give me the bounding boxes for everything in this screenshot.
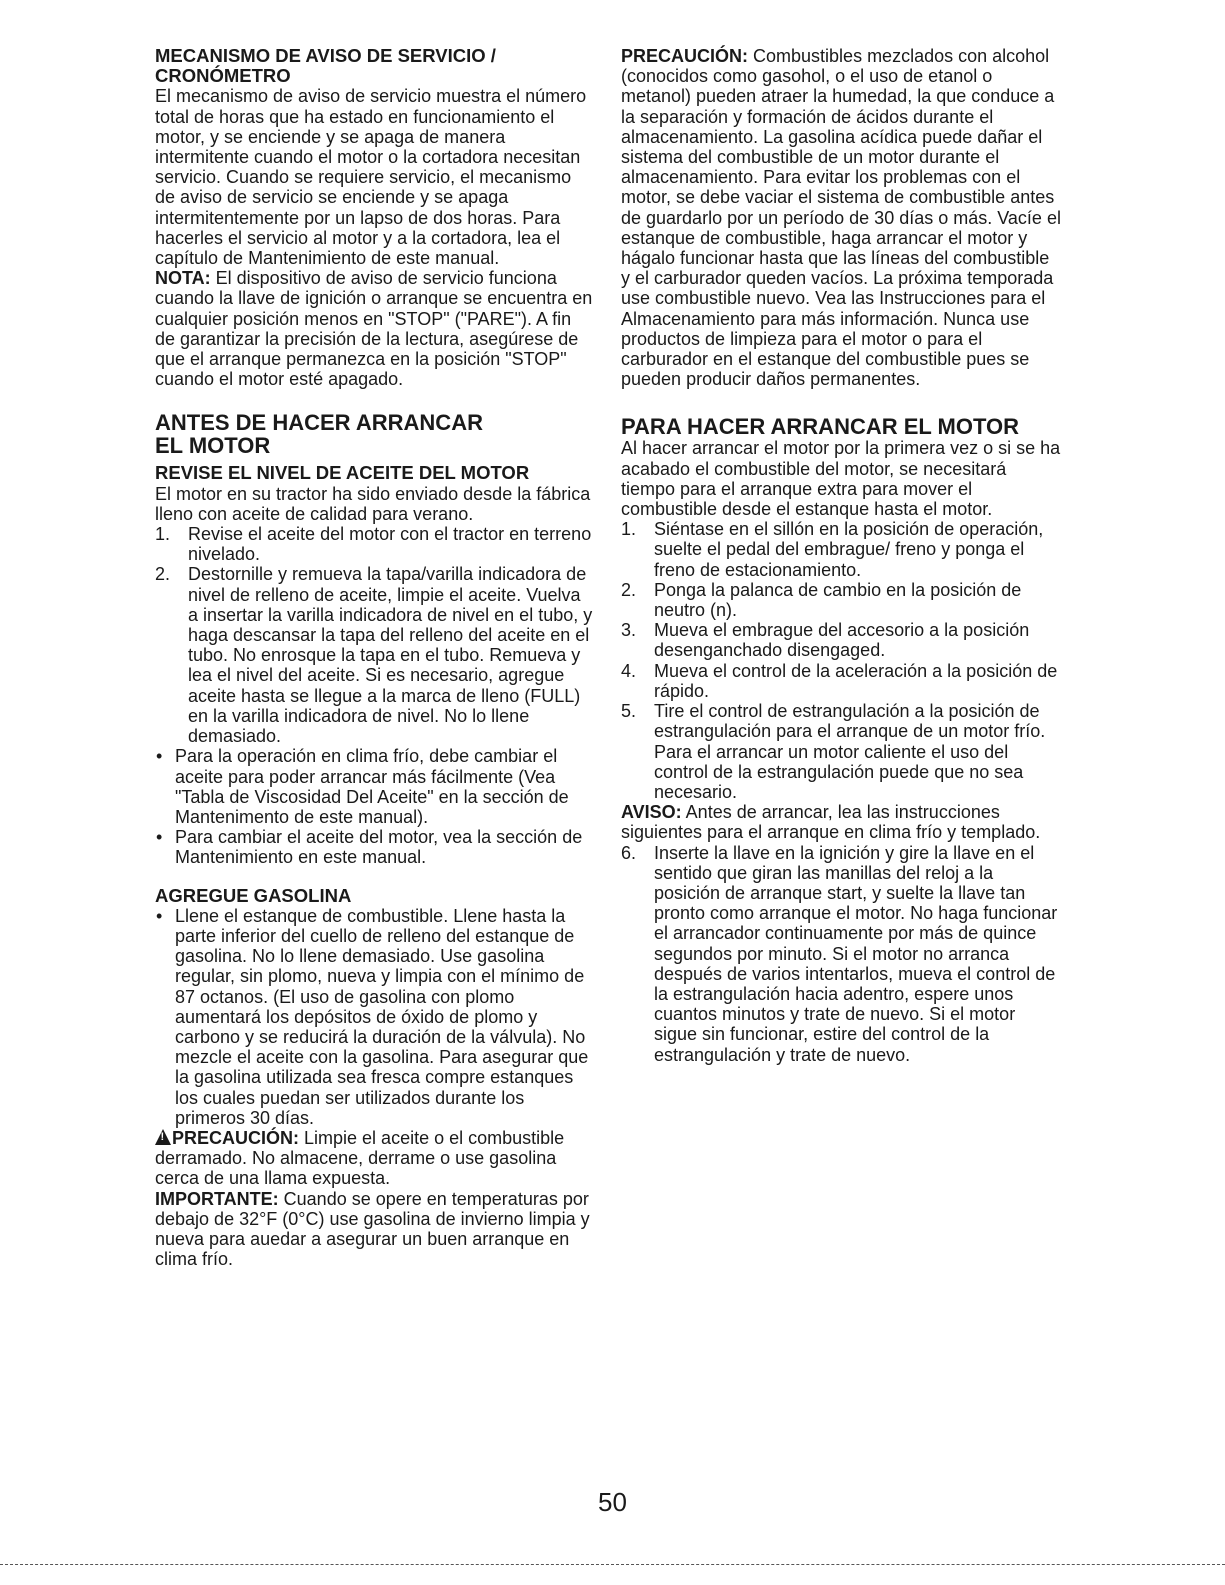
list-item — [155, 564, 595, 746]
list-item — [621, 843, 1061, 1065]
step-number: 4. — [621, 660, 637, 681]
warning-triangle-icon — [155, 1129, 171, 1145]
list-item — [155, 746, 595, 827]
step-text: Destornille y remueva la tapa/varilla indicadora de nivel de relleno de aceite, limpie el aceite. Vuelva a insertar la varilla indicadora de nivel en el tubo, y haga descansar la tapa del relleno del aceite en el tubo. No enrosque la tapa en el tubo. Remueva y lea el nivel del aceite. Si es necesario, agregue aceite hasta se llegue a la marca de lleno (FULL) en la varilla indicadora de nivel. No lo llene demasiado. — [188, 564, 593, 747]
bullet-icon: • — [156, 827, 163, 848]
note-label: NOTA: — [155, 268, 211, 289]
step-number: 2. — [621, 579, 637, 600]
step-number: 1. — [621, 519, 637, 540]
caution-paragraph — [155, 1128, 595, 1189]
service-indicator-body: El mecanismo de aviso de servicio muestra el número total de horas que ha estado en funcionamiento el motor, y se enciende y se apaga de manera intermitente cuando el motor o la cortadora necesitan servicio. Cuando se requiere servicio, el mecanismo de aviso de servicio se enciende y se apaga intermitentemente por un lapso de dos horas. Para hacerles el servicio al motor y a la cortadora, lea el capítulo de Mantenimiento de este manual. — [155, 86, 587, 269]
note-text: El dispositivo de aviso de servicio funciona cuando la llave de ignición o arranque se encuentra en cualquier posición menos en "STOP" ("PARE"). A fin de garantizar la precisión de la lectura, asegúrese de que el arranque permanezca en la posición "STOP" cuando el motor esté apagado. — [155, 268, 593, 390]
list-item — [155, 524, 595, 564]
list-item — [155, 906, 595, 1128]
add-gasoline-heading: AGREGUE GASOLINA — [155, 884, 352, 906]
step-text: Siéntase en el sillón en la posición de operación, suelte el pedal del embrague/ freno y ponga el freno de estacionamiento. — [654, 519, 1044, 580]
caution-label: PRECAUCIÓN: — [172, 1127, 300, 1148]
left-column — [155, 46, 595, 1269]
check-oil-steps — [155, 524, 595, 746]
before-start-heading-line2: EL MOTOR — [155, 433, 271, 459]
list-item — [621, 519, 1061, 580]
step-number: 5. — [621, 701, 637, 722]
bullet-icon: • — [156, 746, 163, 767]
bullet-text: Para cambiar el aceite del motor, vea la sección de Mantenimiento en este manual. — [175, 827, 583, 868]
aviso-label: AVISO: — [621, 802, 682, 823]
aviso-text: Antes de arrancar, lea las instrucciones siguientes para el arranque en clima frío y templado. — [621, 802, 1041, 843]
step-text: Tire el control de estrangulación a la posición de estrangulación para el arranque de un motor frío. Para el arrancar un motor caliente el uso del control de la estrangulación puede que no sea necesario. — [654, 701, 1046, 802]
page-number: 50 — [598, 1487, 627, 1517]
step-number: 3. — [621, 620, 637, 641]
step-text: Mueva el embrague del accesorio a la posición desenganchado disengaged. — [654, 620, 1030, 661]
list-item — [621, 580, 1061, 620]
step-number: 2. — [155, 564, 171, 585]
start-engine-heading: PARA HACER ARRANCAR EL MOTOR — [621, 414, 1020, 440]
step-number: 6. — [621, 842, 637, 863]
step-number: 1. — [155, 524, 171, 545]
start-engine-intro: Al hacer arrancar el motor por la primera vez o si se ha acabado el combustible del motor, se necesitará tiempo para el arranque extra para mover el combustible desde el estanque hasta el motor. — [621, 438, 1061, 520]
bottom-divider — [0, 1564, 1225, 1565]
service-indicator-heading: MECANISMO DE AVISO DE SERVICIO / CRONÓMETRO — [155, 45, 496, 87]
start-engine-steps-continued — [621, 843, 1061, 1065]
step-text: Revise el aceite del motor con el tractor en terreno nivelado. — [188, 524, 592, 565]
precaution-label: PRECAUCIÓN: — [621, 46, 749, 66]
list-item — [155, 827, 595, 867]
before-start-heading-line1: ANTES DE HACER ARRANCAR — [155, 410, 483, 436]
bullet-icon: • — [156, 905, 163, 926]
caution-text: Limpie el aceite o el combustible derramado. No almacene, derrame o use gasolina cerca de una llama expuesta. — [155, 1127, 565, 1189]
list-item — [621, 620, 1061, 660]
step-text: Ponga la palanca de cambio en la posición de neutro (n). — [654, 579, 1022, 621]
before-start-heading — [155, 411, 595, 457]
check-oil-bullets — [155, 746, 595, 867]
important-label: IMPORTANTE: — [155, 1188, 279, 1209]
bullet-text: Llene el estanque de combustible. Llene hasta la parte inferior del cuello de relleno del estanque de gasolina. No lo llene demasiado. Use gasolina regular, sin plomo, nueva y limpia con el mínimo de 87 octanos. (El uso de gasolina con plomo aumentará los depósitos de óxido de plomo y carbono y se reducirá la duración de la válvula). No mezcle el aceite con la gasolina. Para asegurar que la gasolina utilizada sea fresca compre estanques los cuales puedan ser utilizados durante los primeros 30 días. — [175, 905, 589, 1128]
check-oil-heading: REVISE EL NIVEL DE ACEITE DEL MOTOR — [155, 462, 530, 484]
step-text: Inserte la llave en la ignición y gire la llave en el sentido que giran las manillas del reloj a la posición de arranque start, y suelte la llave tan pronto como arranque el motor. No haga funcionar el arrancador continuamente por más de quince segundos por minuto. Si el motor no arranca después de varios intentarlos, mueva el control de la estrangulación hacia adentro, espere unos cuantos minutos y trate de nuevo. Si el motor sigue sin funcionar, estire del control de la estrangulación y trate de nuevo. — [654, 842, 1058, 1065]
check-oil-intro: El motor en su tractor ha sido enviado desde la fábrica lleno con aceite de calidad para verano. — [155, 483, 591, 524]
list-item — [621, 701, 1061, 802]
right-column — [621, 46, 1061, 1065]
fuel-precaution-paragraph — [621, 46, 1061, 389]
add-gasoline-bullets — [155, 906, 595, 1128]
precaution-text: Combustibles mezclados con alcohol (conocidos como gasohol, o el uso de etanol o metanol) pueden atraer la humedad, la que conduce a la separación y formación de ácidos durante el almacenamiento. La gasolina acídica puede dañar el sistema del combustible de un motor durante el almacenamiento. Para evitar los problemas con el motor, se debe vaciar el sistema de combustible antes de guardarlo por un período de 30 días o más. Vacíe el estanque de combustible, haga arrancar el motor y hágalo funcionar hasta que las líneas del combustible y el carburador queden vacíos. La próxima temporada use combustible nuevo. Vea las Instrucciones para el Almacenamiento para más información. Nunca use productos de limpieza para el motor o para el carburador en el estanque del combustible pues se pueden producir daños permanentes. — [621, 46, 1061, 390]
important-text: Cuando se opere en temperaturas por debajo de 32°F (0°C) use gasolina de invierno limpia y nueva para auedar a asegurar un buen arranque en clima frío. — [155, 1188, 590, 1270]
start-engine-steps — [621, 519, 1061, 802]
step-text: Mueva el control de la aceleración a la posición de rápido. — [654, 660, 1058, 701]
list-item — [621, 661, 1061, 701]
aviso-paragraph — [621, 802, 1061, 842]
important-paragraph — [155, 1189, 595, 1270]
bullet-text: Para la operación en clima frío, debe cambiar el aceite para poder arrancar más fácilmente (Vea "Tabla de Viscosidad Del Aceite" en la sección de Mantenimento de este manual). — [175, 746, 569, 827]
service-note — [155, 268, 595, 389]
